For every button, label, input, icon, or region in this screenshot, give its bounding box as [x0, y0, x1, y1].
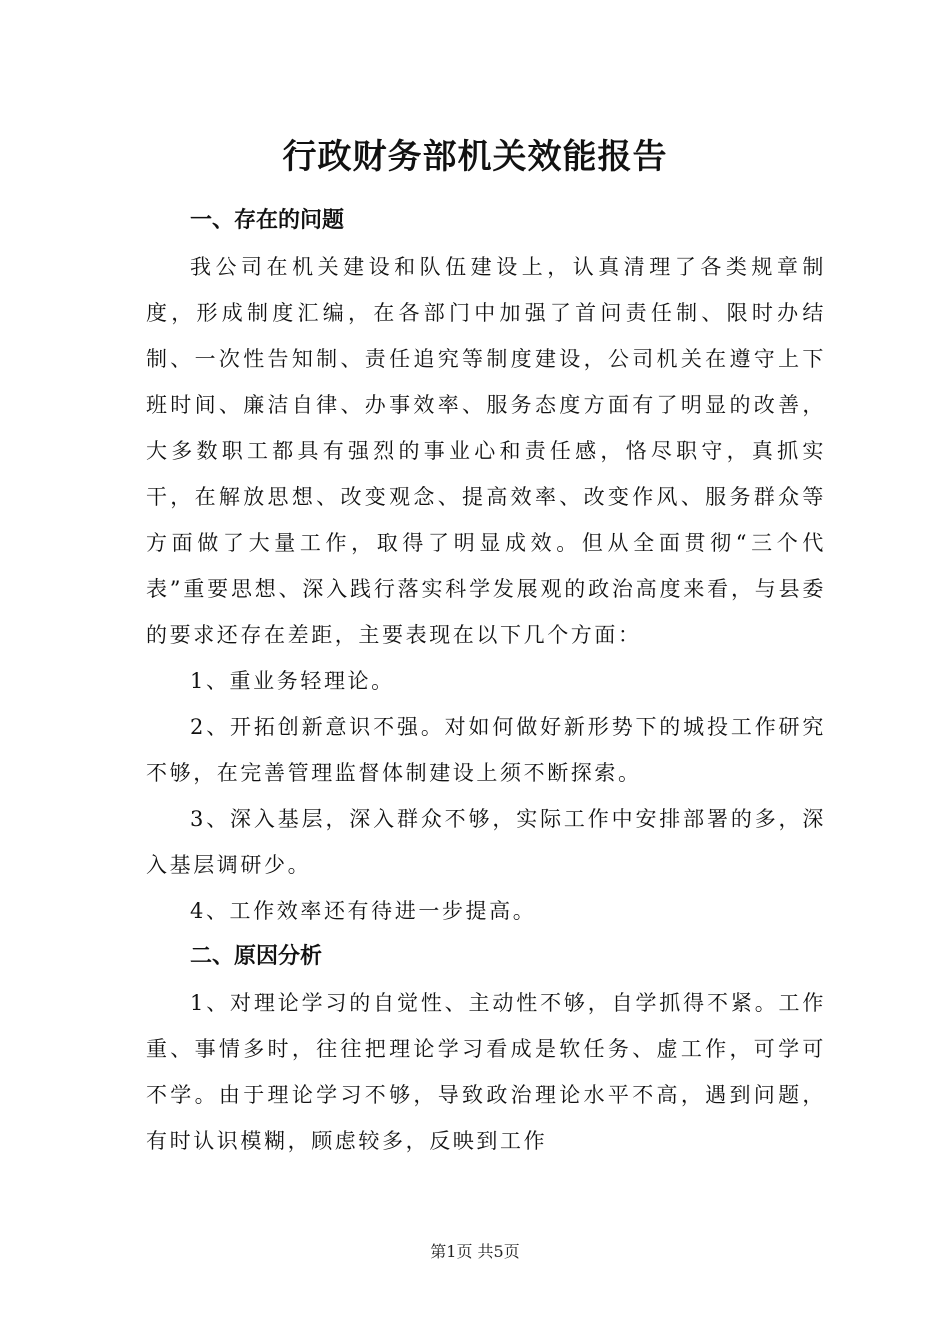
- paragraph: 2、开拓创新意识不强。对如何做好新形势下的城投工作研究不够，在完善管理监督体制建设上须不断探索。: [146, 715, 826, 785]
- paragraph: 1、对理论学习的自觉性、主动性不够，自学抓得不紧。工作重、事情多时，往往把理论学习看成是软任务、虚工作，可学可不学。由于理论学习不够，导致政治理论水平不高，遇到问题，有时认识模糊，顾虑较多，反映到工作: [146, 991, 826, 1153]
- paragraph: 1、重业务轻理论。: [190, 669, 395, 693]
- page-number: 第1页 共5页: [430, 1242, 520, 1261]
- document-title: 行政财务部机关效能报告: [282, 137, 668, 177]
- paragraph: 4、工作效率还有待进一步提高。: [190, 899, 537, 923]
- section-analysis: [146, 934, 826, 1164]
- section-heading: 一、存在的问题: [190, 208, 345, 233]
- section-problems: [146, 198, 826, 934]
- paragraph: 3、深入基层，深入群众不够，实际工作中安排部署的多，深入基层调研少。: [146, 807, 826, 877]
- document-body: [146, 198, 826, 1164]
- section-heading: 二、原因分析: [190, 944, 323, 969]
- paragraph: 我公司在机关建设和队伍建设上，认真清理了各类规章制度，形成制度汇编，在各部门中加强了首问责任制、限时办结制、一次性告知制、责任追究等制度建设，公司机关在遵守上下班时间、廉洁自律、办事效率、服务态度方面有了明显的改善，大多数职工都具有强烈的事业心和责任感，恪尽职守，真抓实干，在解放思想、改变观念、提高效率、改变作风、服务群众等方面做了大量工作，取得了明显成效。但从全面贯彻“三个代表”重要思想、深入践行落实科学发展观的政治高度来看，与县委的要求还存在差距，主要表现在以下几个方面：: [146, 255, 826, 647]
